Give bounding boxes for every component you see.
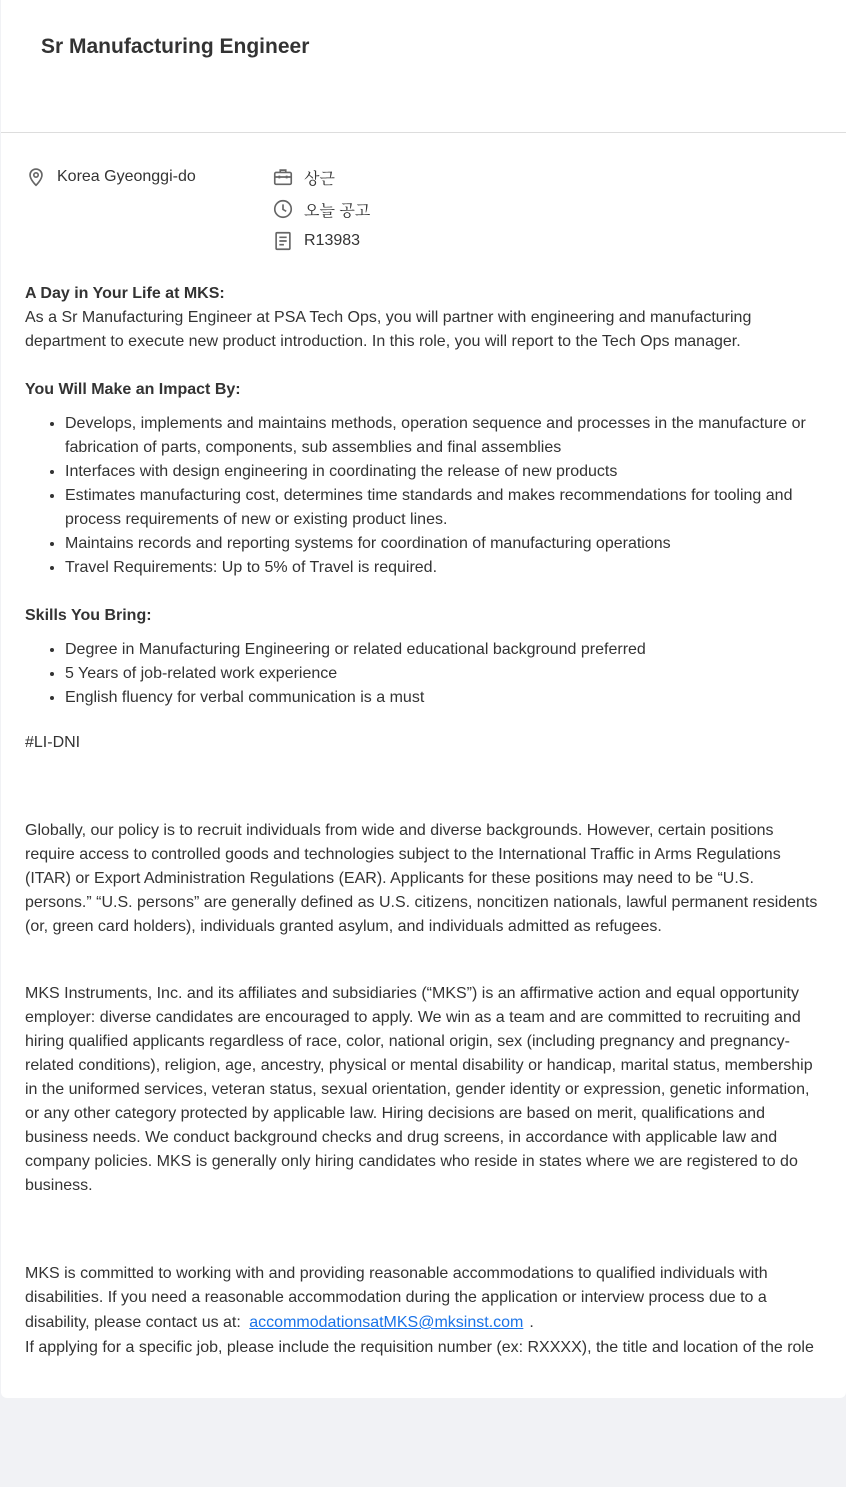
job-card bbox=[1, 0, 846, 1398]
list-item: • 5 Years of job-related work experience bbox=[65, 662, 825, 686]
skills-heading: Skills You Bring: bbox=[25, 607, 152, 624]
job-title: Sr Manufacturing Engineer bbox=[41, 35, 310, 58]
policy-text: Globally, our policy is to recruit individuals from wide and diverse backgrounds. However, certain positions require access to controlled goods and technologies subject to the International Traffic in Arms Regulations (ITAR) or Export Administration Regulations (EAR). Applicants for these positions may need to be “U.S. persons.” “U.S. persons” are generally defined as U.S. citizens, noncitizen nationals, lawful permanent residents (or, green card holders), individuals granted asylum, and individuals admitted as refugees. bbox=[25, 822, 818, 935]
clock-icon bbox=[272, 198, 294, 220]
employment-type-item bbox=[272, 164, 335, 190]
briefcase-icon bbox=[272, 166, 294, 188]
document-icon bbox=[272, 230, 294, 252]
requisition-text: R13983 bbox=[304, 232, 361, 249]
list-item: • Degree in Manufacturing Engineering or related educational background preferred bbox=[65, 638, 825, 662]
job-header bbox=[1, 0, 846, 133]
list-item: • Estimates manufacturing cost, determines time standards and makes recommendations for tooling and process requirements of new or existing product lines. bbox=[65, 484, 825, 532]
day-heading: A Day in Your Life at MKS: bbox=[25, 285, 225, 302]
list-item: • Travel Requirements: Up to 5% of Travel is required. bbox=[65, 556, 825, 580]
employment-type-text: 상근 bbox=[304, 170, 335, 188]
day-text: As a Sr Manufacturing Engineer at PSA Tech Ops, you will partner with engineering and manufacturing department to execute new product introduction. In this role, you will report to the Tech Ops manager. bbox=[25, 309, 752, 350]
accommodation-text bbox=[25, 1262, 825, 1336]
list-item: • Interfaces with design engineering in coordinating the release of new products bbox=[65, 460, 825, 484]
accommodation-period: . bbox=[529, 1314, 534, 1331]
requisition-note: If applying for a specific job, please include the requisition number (ex: RXXXX), the title and location of the role bbox=[25, 1339, 814, 1356]
impact-heading: You Will Make an Impact By: bbox=[25, 381, 241, 398]
location-text: Korea Gyeonggi-do bbox=[57, 168, 196, 185]
impact-list bbox=[25, 412, 825, 580]
list-item: • Maintains records and reporting systems for coordination of manufacturing operations bbox=[65, 532, 825, 556]
eeo-text: MKS Instruments, Inc. and its affiliates and subsidiaries (“MKS”) is an affirmative action and equal opportunity employer: diverse candidates are encouraged to apply. We win as a team and are committed to recruiting and hiring qualified applicants regardless of race, color, national origin, sex (including pregnancy and pregnancy-related conditions), religion, age, ancestry, physical or mental disability or handicap, marital status, membership in the uniformed services, veteran status, sexual orientation, gender identity or expression, genetic information, or any other category protected by applicable law. Hiring decisions are based on merit, qualifications and business needs. We conduct background checks and drug screens, in accordance with applicable law and company policies. MKS is generally only hiring candidates who reside in states where we are registered to do business. bbox=[25, 985, 813, 1194]
job-description bbox=[25, 282, 825, 1360]
posted-text: 오늘 공고 bbox=[304, 202, 371, 220]
map-pin-icon bbox=[25, 166, 47, 188]
accommodation-body: MKS is committed to working with and providing reasonable accommodations to qualified individuals with disabilities. If you need a reasonable accommodation during the application or interview process due to a disability, please contact us at: bbox=[25, 1265, 768, 1331]
posted-item bbox=[272, 196, 370, 222]
list-item: • Develops, implements and maintains methods, operation sequence and processes in the manufacture or fabrication of parts, components, sub assemblies and final assemblies bbox=[65, 412, 825, 460]
skills-list bbox=[25, 638, 825, 710]
requisition-item bbox=[272, 228, 360, 254]
list-item: • English fluency for verbal communication is a must bbox=[65, 686, 825, 710]
location-item bbox=[25, 164, 196, 190]
accommodation-email-link[interactable]: accommodationsatMKS@mksinst.com bbox=[249, 1314, 524, 1331]
hashtag: #LI-DNI bbox=[25, 734, 81, 751]
